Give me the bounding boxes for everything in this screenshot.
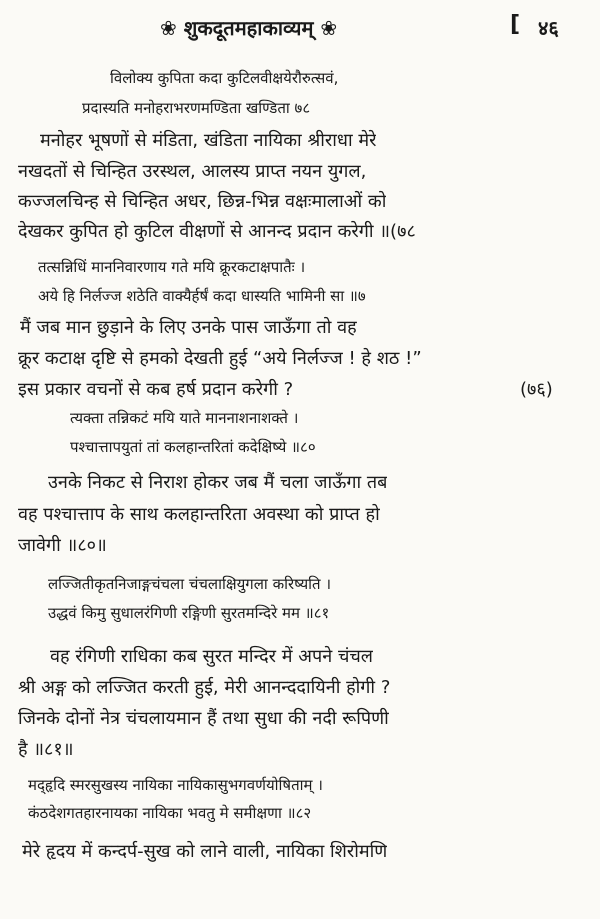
prose-line: है ॥८१॥ xyxy=(18,739,74,760)
prose-line: जावेगी ॥८०॥ xyxy=(18,535,107,556)
verse-line: प्रदास्यति मनोहराभरणमण्डिता खण्डिता ७८ xyxy=(82,99,311,117)
page-header xyxy=(0,10,600,44)
verse-line: मद्हृदि स्मरसुखस्य नायिका नायिकासुभगवर्णयोषिताम् । xyxy=(28,776,323,794)
page-number: ४६ xyxy=(538,16,559,40)
book-title: ❀ शुकदूतमहाकाव्यम् ❀ xyxy=(160,16,338,40)
verse-line: तत्सन्निधिं माननिवारणाय गते मयि क्रूरकटाक्षपातैः । xyxy=(38,258,306,276)
prose-line: कज्जलचिन्ह से चिन्हित अधर, छिन्न-भिन्न वक्षःमालाओं को xyxy=(18,191,387,212)
verse-line: पश्चात्तापयुतां तां कलहान्तरितां कदेक्षिष्ये ॥८० xyxy=(70,438,316,456)
prose-line: इस प्रकार वचनों से कब हर्ष प्रदान करेगी ? xyxy=(18,379,294,400)
prose-line: देखकर कुपित हो कुटिल वीक्षणों से आनन्द प्रदान करेगी ॥(७८ xyxy=(18,221,416,242)
prose-line: वह रंगिणी राधिका कब सुरत मन्दिर में अपने चंचल xyxy=(50,646,374,667)
verse-line: विलोक्य कुपिता कदा कुटिलवीक्षयेरौरुत्सवं, xyxy=(110,69,339,87)
prose-line: वह पश्चात्ताप के साथ कलहान्तरिता अवस्था को प्राप्त हो xyxy=(18,504,380,525)
prose-line: मेरे हृदय में कन्दर्प-सुख को लाने वाली, नायिका शिरोमणि xyxy=(22,841,388,862)
verse-number: (७६) xyxy=(520,379,553,400)
prose-line: श्री अङ्ग को लज्जित करती हुई, मेरी आनन्ददायिनी होगी ? xyxy=(18,677,391,698)
header-bracket: [ xyxy=(510,12,521,37)
prose-line: उनके निकट से निराश होकर जब मैं चला जाऊँगा तब xyxy=(48,472,388,493)
verse-line: लज्जितीकृतनिजाङ्गचंचला चंचलाक्षियुगला करिष्यति । xyxy=(48,575,332,593)
prose-line: क्रूर कटाक्ष दृष्टि से हमको देखती हुई “अये निर्लज्ज ! हे शठ !” xyxy=(18,348,422,369)
prose-line: मनोहर भूषणों से मंडिता, खंडिता नायिका श्रीराधा मेरे xyxy=(40,130,377,151)
verse-line: अये हि निर्लज्ज शठेति वाक्यैर्हर्षं कदा धास्यति भामिनी सा ॥७ xyxy=(38,287,366,305)
verse-line: उद्धवं किमु सुधालरंगिणी रङ्गिणी सुरतमन्दिरे मम ॥८१ xyxy=(48,604,330,622)
prose-line: नखदतों से चिन्हित उरस्थल, आलस्य प्राप्त नयन युगल, xyxy=(18,161,367,182)
verse-line: कंठदेशगतहारनायका नायिका भवतु मे समीक्षणा ॥८२ xyxy=(28,804,312,822)
verse-line: त्यक्ता तन्निकटं मयि याते माननाशनाशक्ते । xyxy=(70,409,299,427)
prose-line: जिनके दोनों नेत्र चंचलायमान हैं तथा सुधा की नदी रूपिणी xyxy=(18,708,389,729)
prose-line: मैं जब मान छुड़ाने के लिए उनके पास जाऊँगा तो वह xyxy=(20,317,357,338)
